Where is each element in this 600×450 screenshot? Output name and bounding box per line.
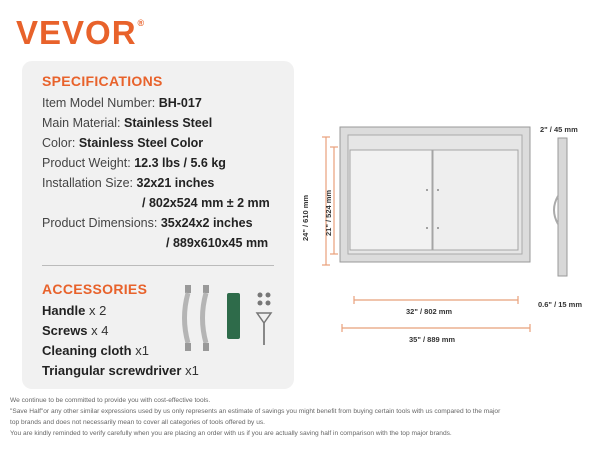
spec-model: Item Model Number: BH-017 xyxy=(42,96,202,110)
screwdriver-icon xyxy=(257,313,271,345)
brand-name: VEVOR xyxy=(16,14,137,51)
specifications-card xyxy=(22,61,294,389)
footer-line-4: You are kindly reminded to verify carefully when you are placing an order with us if you are actually saving half in comparison with the top major brands. xyxy=(10,430,452,437)
width-inner-label: 32" / 802 mm xyxy=(406,307,453,316)
left-door-panel xyxy=(350,150,432,250)
handle-icon xyxy=(203,285,210,351)
cleaning-cloth-icon xyxy=(227,293,240,339)
accessory-cloth: Cleaning cloth x1 xyxy=(42,343,149,358)
specifications-title: SPECIFICATIONS xyxy=(42,73,163,89)
spec-install: Installation Size: 32x21 inches xyxy=(42,176,215,190)
registered-mark: ® xyxy=(137,18,146,28)
footer-line-2: "Save Half"or any other similar expressions used by us only represents an estimate of savings you might benefit from buying certain tools with us compared to the major xyxy=(10,408,501,415)
spec-weight: Product Weight: 12.3 lbs / 5.6 kg xyxy=(42,156,226,170)
product-dimension-diagram xyxy=(290,100,590,370)
right-door-panel xyxy=(433,150,518,250)
height-inner-label: 21" / 524 mm xyxy=(324,189,333,236)
accessories-illustration xyxy=(177,283,277,355)
depth-bottom-label: 0.6" / 15 mm xyxy=(538,300,582,309)
depth-top-label: 2" / 45 mm xyxy=(540,125,578,134)
side-handle-icon xyxy=(554,196,558,224)
side-profile xyxy=(558,138,567,276)
accessory-handle: Handle x 2 xyxy=(42,303,107,318)
accessory-screwdriver: Triangular screwdriver x1 xyxy=(42,363,199,378)
accessory-screws: Screws x 4 xyxy=(42,323,109,338)
footer-line-1: We continue to be committed to provide you with cost-effective tools. xyxy=(10,397,211,404)
screws-icon xyxy=(258,293,271,306)
spec-dims-mm: / 889x610x45 mm xyxy=(166,236,269,250)
width-outer-label: 35" / 889 mm xyxy=(409,335,456,344)
vevor-logo xyxy=(16,14,145,52)
spec-color: Color: Stainless Steel Color xyxy=(42,136,204,150)
handle-icon xyxy=(185,285,192,351)
accessories-title: ACCESSORIES xyxy=(42,281,148,297)
footer-line-3: top brands and does not necessarily mean to cover all categories of tools offered by us. xyxy=(10,419,265,426)
spec-material: Main Material: Stainless Steel xyxy=(42,116,213,130)
divider xyxy=(42,265,274,266)
height-outer-label: 24" / 610 mm xyxy=(301,194,310,241)
spec-install-mm: / 802x524 mm ± 2 mm xyxy=(142,196,270,210)
spec-dims: Product Dimensions: 35x24x2 inches xyxy=(42,216,253,230)
